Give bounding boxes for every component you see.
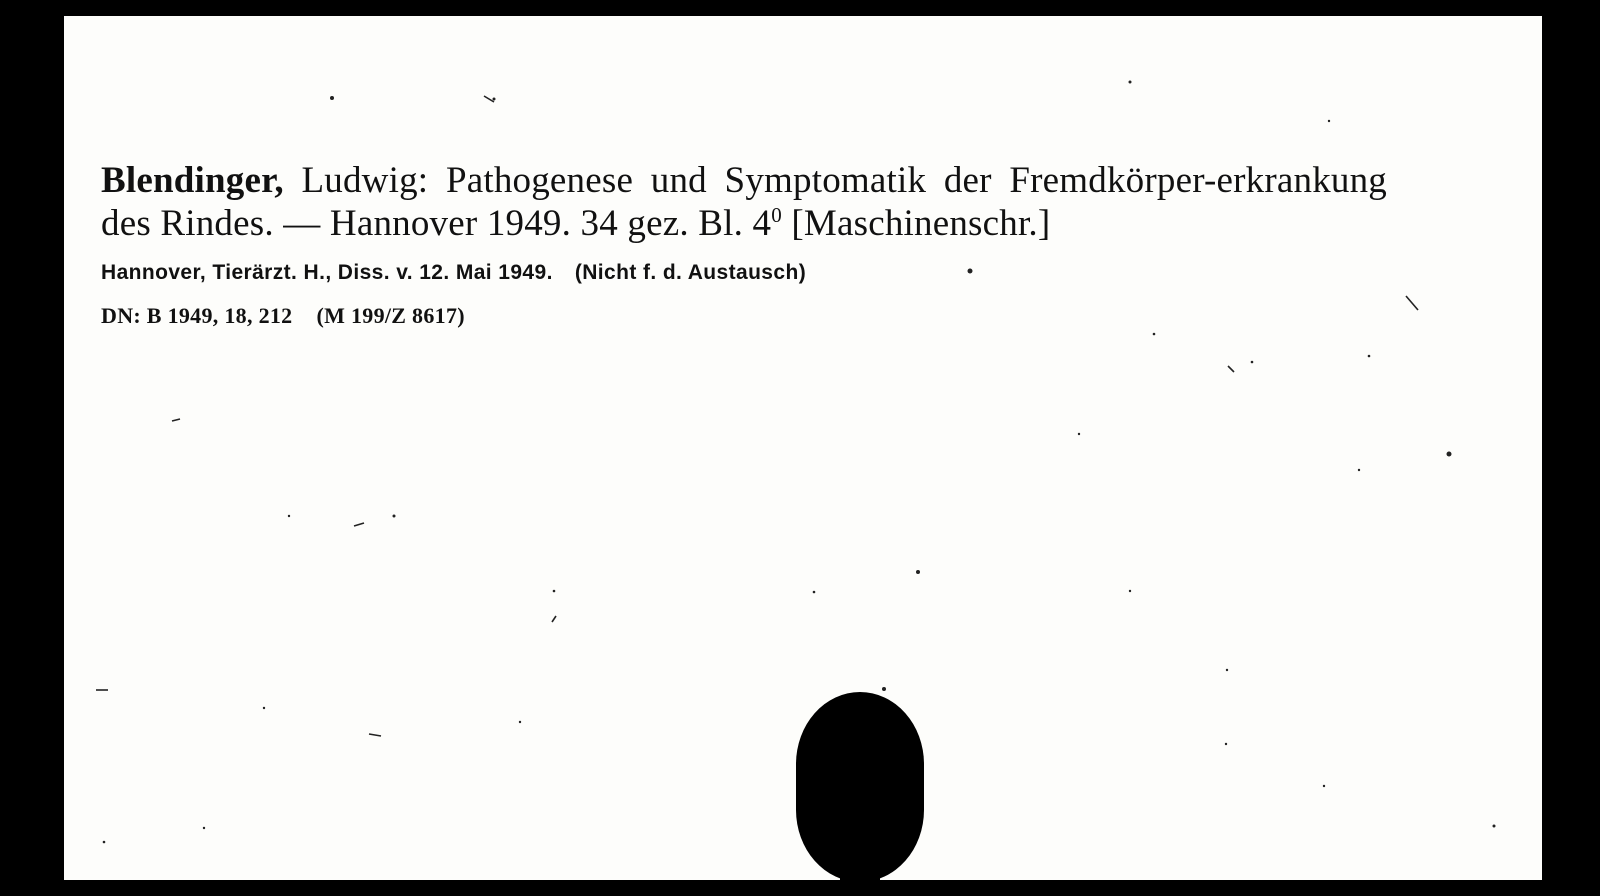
entry-title <box>101 160 1387 244</box>
note-institution: Hannover, Tierärzt. H., Diss. v. 12. Mai 1949. <box>101 261 553 284</box>
dn-reference <box>101 303 1387 329</box>
bibliographic-entry <box>101 160 1387 329</box>
note-exchange: (Nicht f. d. Austausch) <box>574 261 807 284</box>
scan-border-right <box>1542 0 1600 880</box>
dn-number: DN: B 1949, 18, 212 <box>101 303 293 328</box>
title-text: Ludwig: Pathogenese und Symptomatik der Fremdkörper-erkrankung des Rindes. — Hannover 1949. 34 gez. Bl. 4 <box>101 160 1387 244</box>
dissertation-note <box>101 261 1387 285</box>
punch-hole-slot <box>840 856 880 896</box>
catalog-card <box>64 16 1542 880</box>
title-tail: [Maschinenschr.] <box>791 203 1051 244</box>
dn-shelfmark: (M 199/Z 8617) <box>316 303 465 328</box>
punch-hole <box>796 692 924 882</box>
author-name: Blendinger, <box>101 160 284 201</box>
format-superscript: 0 <box>771 203 782 227</box>
